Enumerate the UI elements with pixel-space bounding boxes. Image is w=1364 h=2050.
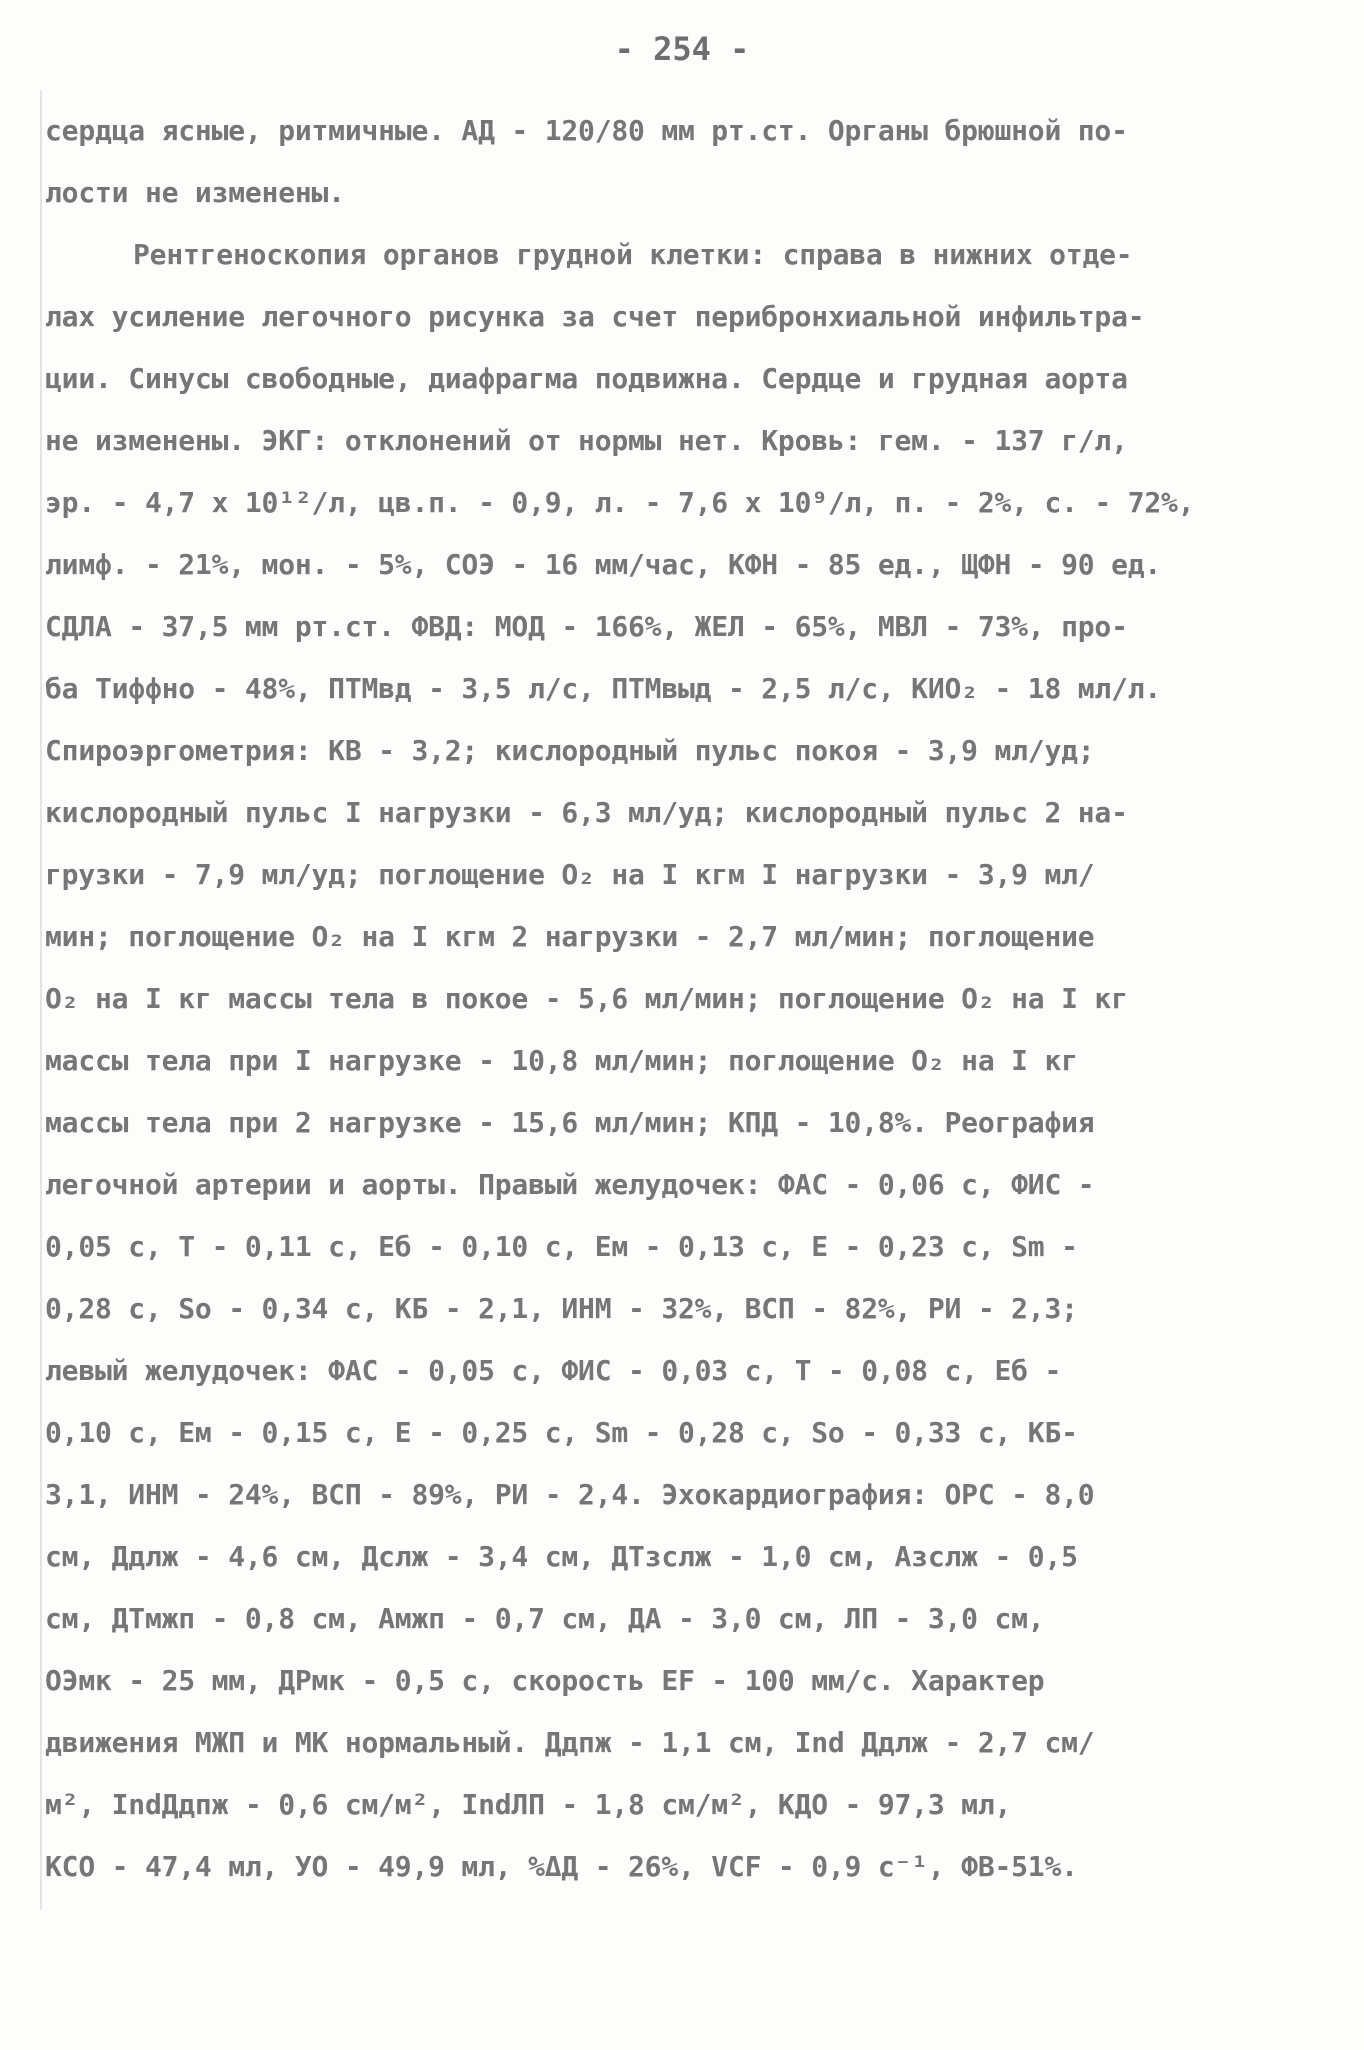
text-line: сердца ясные, ритмичные. АД - 120/80 мм рт.ст. Органы брюшной по- — [45, 114, 1128, 147]
text-line-content: Рентгеноскопия органов грудной клетки: справа в нижних отде- — [133, 238, 1133, 271]
text-line: не изменены. ЭКГ: отклонений от нормы нет. Кровь: гем. - 137 г/л, — [45, 424, 1128, 457]
text-line: м², IndДдпж - 0,6 см/м², IndЛП - 1,8 см/м², КДО - 97,3 мл, — [45, 1788, 1012, 1821]
text-line: массы тела при 2 нагрузке - 15,6 мл/мин; КПД - 10,8%. Реография — [45, 1106, 1095, 1139]
text-line: 0,05 с, Т - 0,11 с, Еб - 0,10 с, Ем - 0,13 с, Е - 0,23 с, Sm - — [45, 1230, 1078, 1263]
page-edge-shadow — [40, 90, 42, 1910]
text-line: лости не изменены. — [45, 176, 345, 209]
text-line: эр. - 4,7 х 10¹²/л, цв.п. - 0,9, л. - 7,6 х 10⁹/л, п. - 2%, с. - 72%, — [45, 486, 1195, 519]
medical-report-text — [45, 100, 1335, 1898]
text-line: легочной артерии и аорты. Правый желудочек: ФАС - 0,06 с, ФИС - — [45, 1168, 1095, 1201]
text-line: 3,1, ИНМ - 24%, ВСП - 89%, РИ - 2,4. Эхокардиография: ОРС - 8,0 — [45, 1478, 1095, 1511]
text-line: ОЭмк - 25 мм, ДРмк - 0,5 с, скорость EF - 100 мм/с. Характер — [45, 1664, 1045, 1697]
text-line: кислородный пульс I нагрузки - 6,3 мл/уд; кислородный пульс 2 на- — [45, 796, 1128, 829]
text-line: КСО - 47,4 мл, УО - 49,9 мл, %ΔД - 26%, VCF - 0,9 с⁻¹, ФВ-51%. — [45, 1850, 1078, 1883]
text-line: см, Ддлж - 4,6 см, Дслж - 3,4 см, ДТзслж - 1,0 см, Азслж - 0,5 — [45, 1540, 1078, 1573]
text-line: грузки - 7,9 мл/уд; поглощение О₂ на I кгм I нагрузки - 3,9 мл/ — [45, 858, 1095, 891]
text-line: движения МЖП и МК нормальный. Ддпж - 1,1 см, Ind Ддлж - 2,7 см/ — [45, 1726, 1095, 1759]
text-line: ба Тиффно - 48%, ПТМвд - 3,5 л/с, ПТМвыд - 2,5 л/с, КИО₂ - 18 мл/л. — [45, 672, 1162, 705]
text-line: лимф. - 21%, мон. - 5%, СОЭ - 16 мм/час, КФН - 85 ед., ЩФН - 90 ед. — [45, 548, 1162, 581]
text-line: см, ДТмжп - 0,8 см, Амжп - 0,7 см, ДА - 3,0 см, ЛП - 3,0 см, — [45, 1602, 1045, 1635]
text-line — [45, 224, 1335, 286]
text-line: левый желудочек: ФАС - 0,05 с, ФИС - 0,03 с, Т - 0,08 с, Еб - — [45, 1354, 1062, 1387]
page-number: - 254 - — [614, 30, 750, 68]
text-line: СДЛА - 37,5 мм рт.ст. ФВД: МОД - 166%, ЖЕЛ - 65%, МВЛ - 73%, про- — [45, 610, 1128, 643]
text-line: мин; поглощение О₂ на I кгм 2 нагрузки - 2,7 мл/мин; поглощение — [45, 920, 1095, 953]
text-line: Спироэргометрия: КВ - 3,2; кислородный пульс покоя - 3,9 мл/уд; — [45, 734, 1095, 767]
text-line: ции. Синусы свободные, диафрагма подвижна. Сердце и грудная аорта — [45, 362, 1128, 395]
text-line: 0,10 с, Ем - 0,15 с, Е - 0,25 с, Sm - 0,28 с, So - 0,33 с, КБ- — [45, 1416, 1078, 1449]
text-line: массы тела при I нагрузке - 10,8 мл/мин; поглощение О₂ на I кг — [45, 1044, 1078, 1077]
text-line: лах усиление легочного рисунка за счет перибронхиальной инфильтра- — [45, 300, 1145, 333]
text-line: 0,28 с, So - 0,34 с, КБ - 2,1, ИНМ - 32%, ВСП - 82%, РИ - 2,3; — [45, 1292, 1078, 1325]
text-line: О₂ на I кг массы тела в покое - 5,6 мл/мин; поглощение О₂ на I кг — [45, 982, 1128, 1015]
